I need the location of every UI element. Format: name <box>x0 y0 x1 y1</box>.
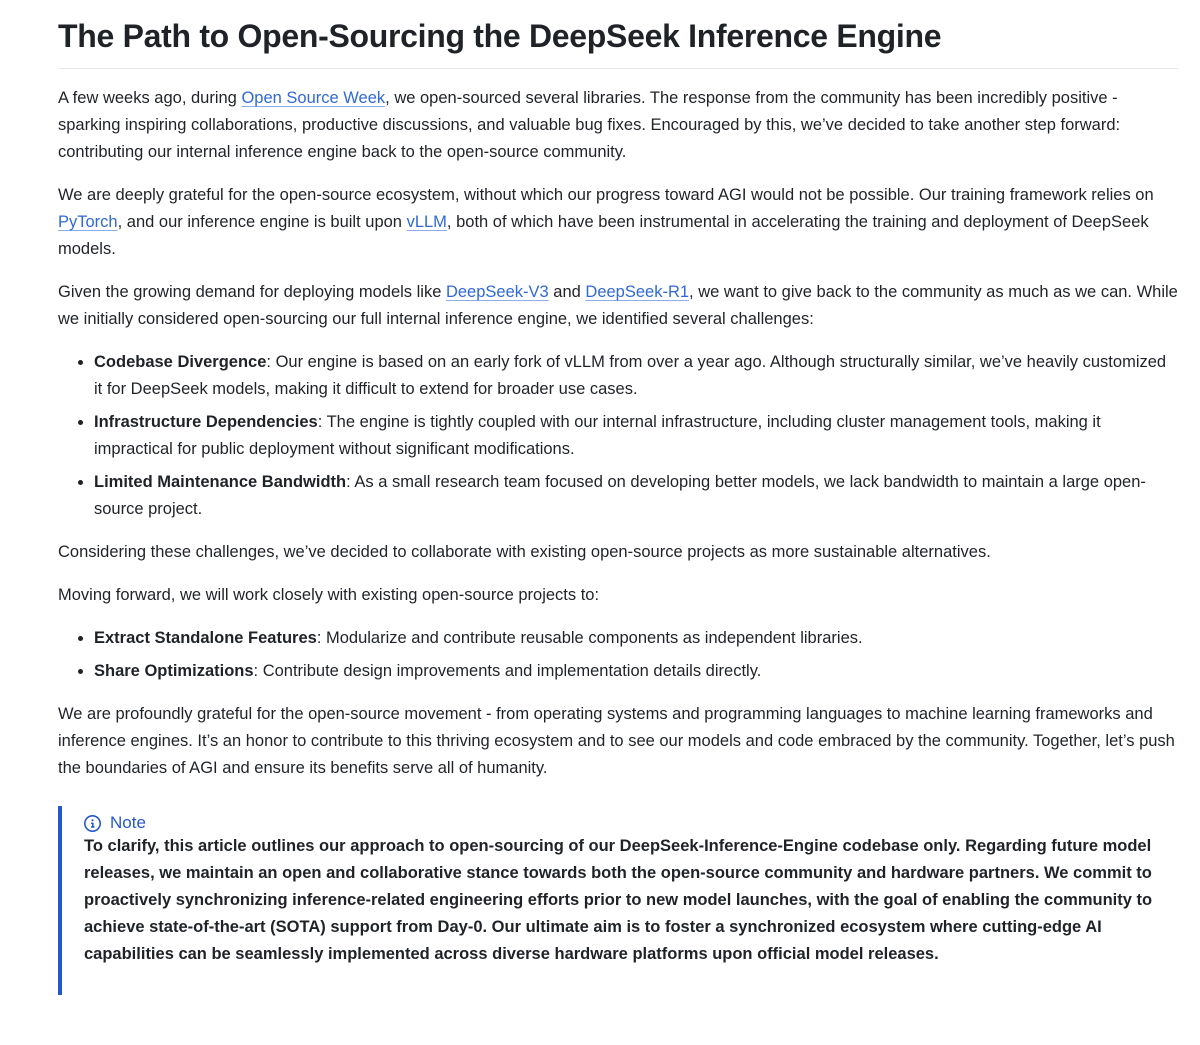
bold-text: Extract Standalone Features <box>94 629 317 647</box>
text-run: , we want to give back to the community as much as we can. While we initially considered open-sourcing our full internal inference engine, we identified several challenges: <box>58 283 1178 328</box>
text-run: : Contribute design improvements and implementation details directly. <box>253 662 762 680</box>
text-run: : Our engine is based on an early fork of vLLM from over a year ago. Although structurally similar, we’ve heavily customized it for DeepSeek models, making it difficult to extend for broader use cases. <box>94 353 1167 398</box>
text-run: Given the growing demand for deploying models like <box>58 283 446 301</box>
text-run: : The engine is tightly coupled with our internal infrastructure, including cluster management tools, making it impractical for public deployment without significant modifications. <box>94 413 1101 458</box>
bold-text: Limited Maintenance Bandwidth <box>94 473 347 491</box>
inline-link[interactable]: DeepSeek-V3 <box>445 283 549 301</box>
list-item <box>94 409 1178 463</box>
text-run: Considering these challenges, we’ve decided to collaborate with existing open-source projects as more sustainable alternatives. <box>58 543 991 561</box>
text-run: A few weeks ago, during <box>58 89 242 107</box>
list-item <box>94 469 1178 523</box>
text-run: : Modularize and contribute reusable components as independent libraries. <box>316 629 863 647</box>
page-title: The Path to Open-Sourcing the DeepSeek Inference Engine <box>58 16 1178 69</box>
bold-text: Infrastructure Dependencies <box>94 413 318 431</box>
text-run: To clarify, this article outlines our approach to open-sourcing of our DeepSeek-Inference-Engine codebase only. Regarding future model releases, we maintain an open and collaborative stance towards both the open-source community and hardware partners. We commit to proactively synchronizing inference-related engineering efforts prior to new model launches, with the goal of enabling the community to achieve state-of-the-art (SOTA) support from Day-0. Our ultimate aim is to foster a synchronized ecosystem where cutting-edge AI capabilities can be seamlessly implemented across diverse hardware platforms upon official model releases. <box>84 837 1153 963</box>
inline-link[interactable]: Open Source Week <box>241 89 386 107</box>
list-item <box>94 658 1178 685</box>
text-run: Moving forward, we will work closely with existing open-source projects to: <box>58 586 600 604</box>
bold-text: Codebase Divergence <box>94 353 267 371</box>
paragraph <box>58 701 1178 782</box>
paragraph <box>58 539 1178 566</box>
text-run: , both of which have been instrumental in accelerating the training and deployment of DeepSeek models. <box>58 213 1149 258</box>
inline-link[interactable]: vLLM <box>406 213 447 231</box>
note-header <box>84 813 1178 833</box>
note-label: Note <box>110 813 146 832</box>
inline-link[interactable]: PyTorch <box>58 213 118 231</box>
info-icon <box>84 815 101 832</box>
bold-text: Share Optimizations <box>94 662 254 680</box>
list-item <box>94 349 1178 403</box>
bullet-list <box>58 625 1178 685</box>
text-run: We are profoundly grateful for the open-source movement - from operating systems and programming languages to machine learning frameworks and inference engines. It’s an honor to contribute to this thriving ecosystem and to see our models and code embraced by the community. Together, let’s push the boundaries of AGI and ensure its benefits serve all of humanity. <box>58 705 1175 777</box>
note-body <box>84 833 1178 968</box>
paragraph <box>58 182 1178 263</box>
note-callout <box>58 806 1178 995</box>
paragraph <box>58 279 1178 333</box>
paragraph <box>58 582 1178 609</box>
inline-link[interactable]: DeepSeek-R1 <box>585 283 690 301</box>
bullet-list <box>58 349 1178 523</box>
text-run: We are deeply grateful for the open-source ecosystem, without which our progress toward AGI would not be possible. Our training framework relies on <box>58 186 1154 204</box>
text-run: and <box>548 283 586 301</box>
article-body <box>58 85 1178 995</box>
paragraph <box>58 85 1178 166</box>
text-run: , and our inference engine is built upon <box>117 213 407 231</box>
list-item <box>94 625 1178 652</box>
text-run: , we open-sourced several libraries. The response from the community has been incredibly positive - sparking inspiring collaborations, productive discussions, and valuable bug fixes. Encouraged by this, we’ve decided to take another step forward: contributing our internal inference engine back to the open-source community. <box>58 89 1121 161</box>
text-run: : As a small research team focused on developing better models, we lack bandwidth to maintain a large open-source project. <box>94 473 1146 518</box>
